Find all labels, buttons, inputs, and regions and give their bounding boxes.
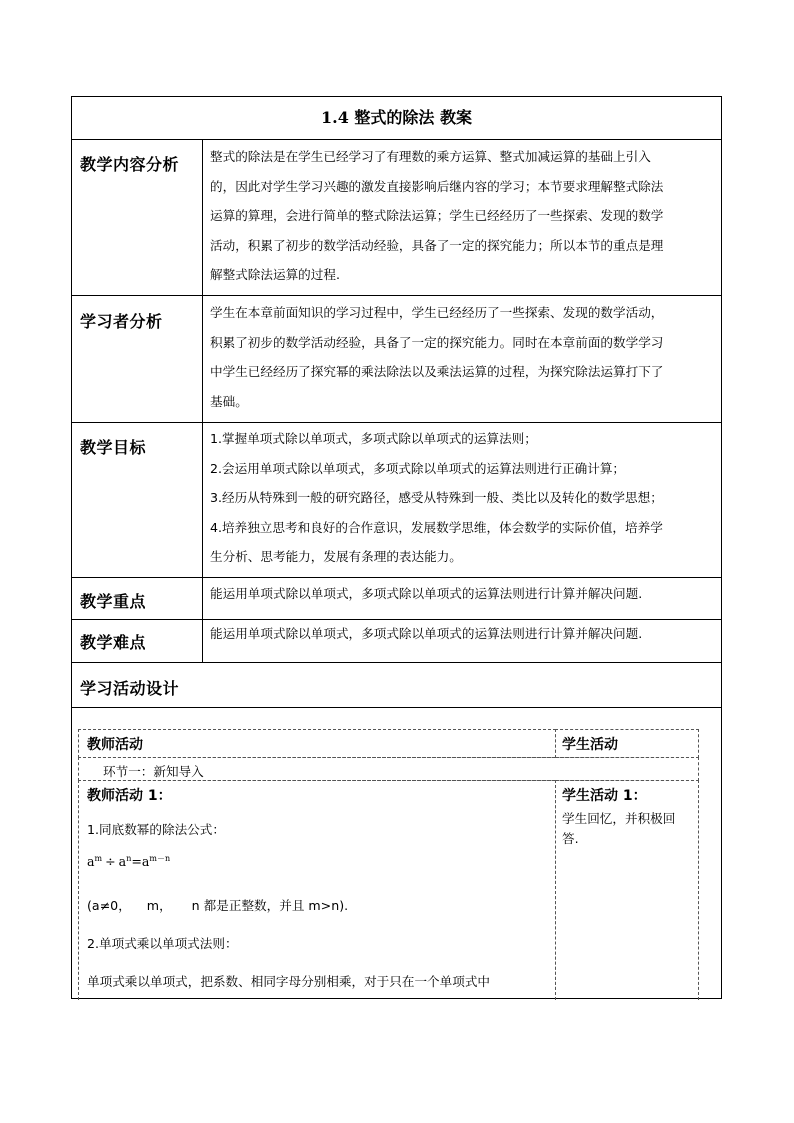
student-header: 学生活动 (562, 737, 618, 753)
label-key-points: 教学重点 (80, 592, 147, 611)
content-analysis-line: 整式的除法是在学生已经学习了有理数的乘方运算、整式加减运算的基础上引入 (210, 149, 651, 164)
teacher-header: 教师活动 (87, 737, 143, 753)
row-divider (72, 662, 721, 663)
label-activity-design: 学习活动设计 (80, 679, 180, 698)
teacher-header-cell (78, 729, 556, 758)
objective-line: 4.培养独立思考和良好的合作意识，发展数学思维，体会数学的实际价值，培养学 (210, 519, 663, 535)
teacher-activity-cell (78, 780, 556, 1000)
objective-line: 2.会运用单项式除以单项式，多项式除以单项式的运算法则进行正确计算； (210, 460, 626, 476)
objective-line: 1.掌握单项式除以单项式，多项式除以单项式的运算法则； (210, 431, 537, 446)
segment-cell (78, 757, 699, 781)
learner-analysis-line: 积累了初步的数学活动经验，具备了一定的探究能力。同时在本章前面的数学学习 (210, 334, 664, 350)
key-points-text (210, 579, 715, 609)
label-objectives: 教学目标 (80, 438, 147, 457)
learner-analysis-line: 学生在本章前面知识的学习过程中，学生已经经历了一些探索、发现的数学活动， (210, 305, 664, 320)
formula-part: = (131, 854, 142, 870)
teacher-line: 2.单项式乘以单项式法则： (87, 936, 238, 951)
page-title: 1.4 整式的除法 教案 (321, 108, 472, 127)
label-learner-analysis: 学习者分析 (80, 312, 163, 331)
objective-line: 3.经历从特殊到一般的研究路径，感受从特殊到一般、类比以及转化的数学思想； (210, 490, 663, 505)
difficulties-text (210, 619, 715, 649)
teacher-line: 1.同底数幂的除法公式： (87, 822, 225, 837)
teacher-line: 单项式乘以单项式，把系数、相同字母分别相乘，对于只在一个单项式中 (87, 974, 490, 989)
lesson-plan-table (71, 96, 722, 999)
formula-part: m (94, 854, 103, 863)
formula-part: a (87, 854, 95, 870)
formula-part: m－n (149, 854, 171, 863)
row-divider (72, 295, 721, 296)
segment-title: 环节一：新知导入 (103, 764, 204, 779)
student-activity-cell (555, 780, 699, 1000)
label-difficulties: 教学难点 (80, 633, 147, 652)
row-divider (72, 577, 721, 578)
formula-condition: (a≠0， m， n 都是正整数，并且 m>n). (87, 898, 349, 913)
student-activity-text (562, 809, 675, 849)
learner-analysis-line: 基础。 (210, 393, 248, 409)
formula-part: a (141, 854, 150, 870)
content-analysis-line: 解整式除法运算的过程. (210, 267, 340, 282)
student-header-cell (555, 729, 699, 758)
content-analysis-text (210, 142, 715, 290)
division-formula (87, 853, 170, 869)
formula-part: ÷ (105, 854, 116, 870)
key-points-line: 能运用单项式除以单项式，多项式除以单项式的运算法则进行计算并解决问题. (210, 586, 643, 601)
learner-analysis-text (210, 298, 715, 416)
formula-part: a (118, 854, 127, 870)
formula-part: n (126, 854, 132, 863)
student-line: 答. (562, 831, 579, 846)
column-divider (202, 139, 203, 662)
content-analysis-line: 的，因此对学生学习兴趣的激发直接影响后继内容的学习；本节要求理解整式除法 (210, 178, 664, 194)
row-divider (72, 422, 721, 423)
content-analysis-line: 运算的算理，会进行简单的整式除法运算；学生已经经历了一些探索、发现的数学 (210, 208, 664, 223)
content-analysis-line: 活动，积累了初步的数学活动经验，具备了一定的探究能力；所以本节的重点是理 (210, 237, 664, 253)
label-content-analysis: 教学内容分析 (80, 155, 180, 174)
student-line: 学生回忆，并积极回 (562, 811, 676, 826)
row-divider (72, 139, 721, 140)
row-divider (72, 707, 721, 708)
difficulties-line: 能运用单项式除以单项式，多项式除以单项式的运算法则进行计算并解决问题. (210, 626, 643, 641)
objectives-text (210, 424, 715, 572)
learner-analysis-line: 中学生已经经历了探究幂的乘法除法以及乘法运算的过程，为探究除法运算打下了 (210, 364, 664, 379)
objective-line: 生分析、思考能力，发展有条理的表达能力。 (210, 549, 462, 564)
teacher-activity-title: 教师活动 1： (87, 788, 172, 804)
student-activity-title: 学生活动 1： (562, 788, 647, 804)
